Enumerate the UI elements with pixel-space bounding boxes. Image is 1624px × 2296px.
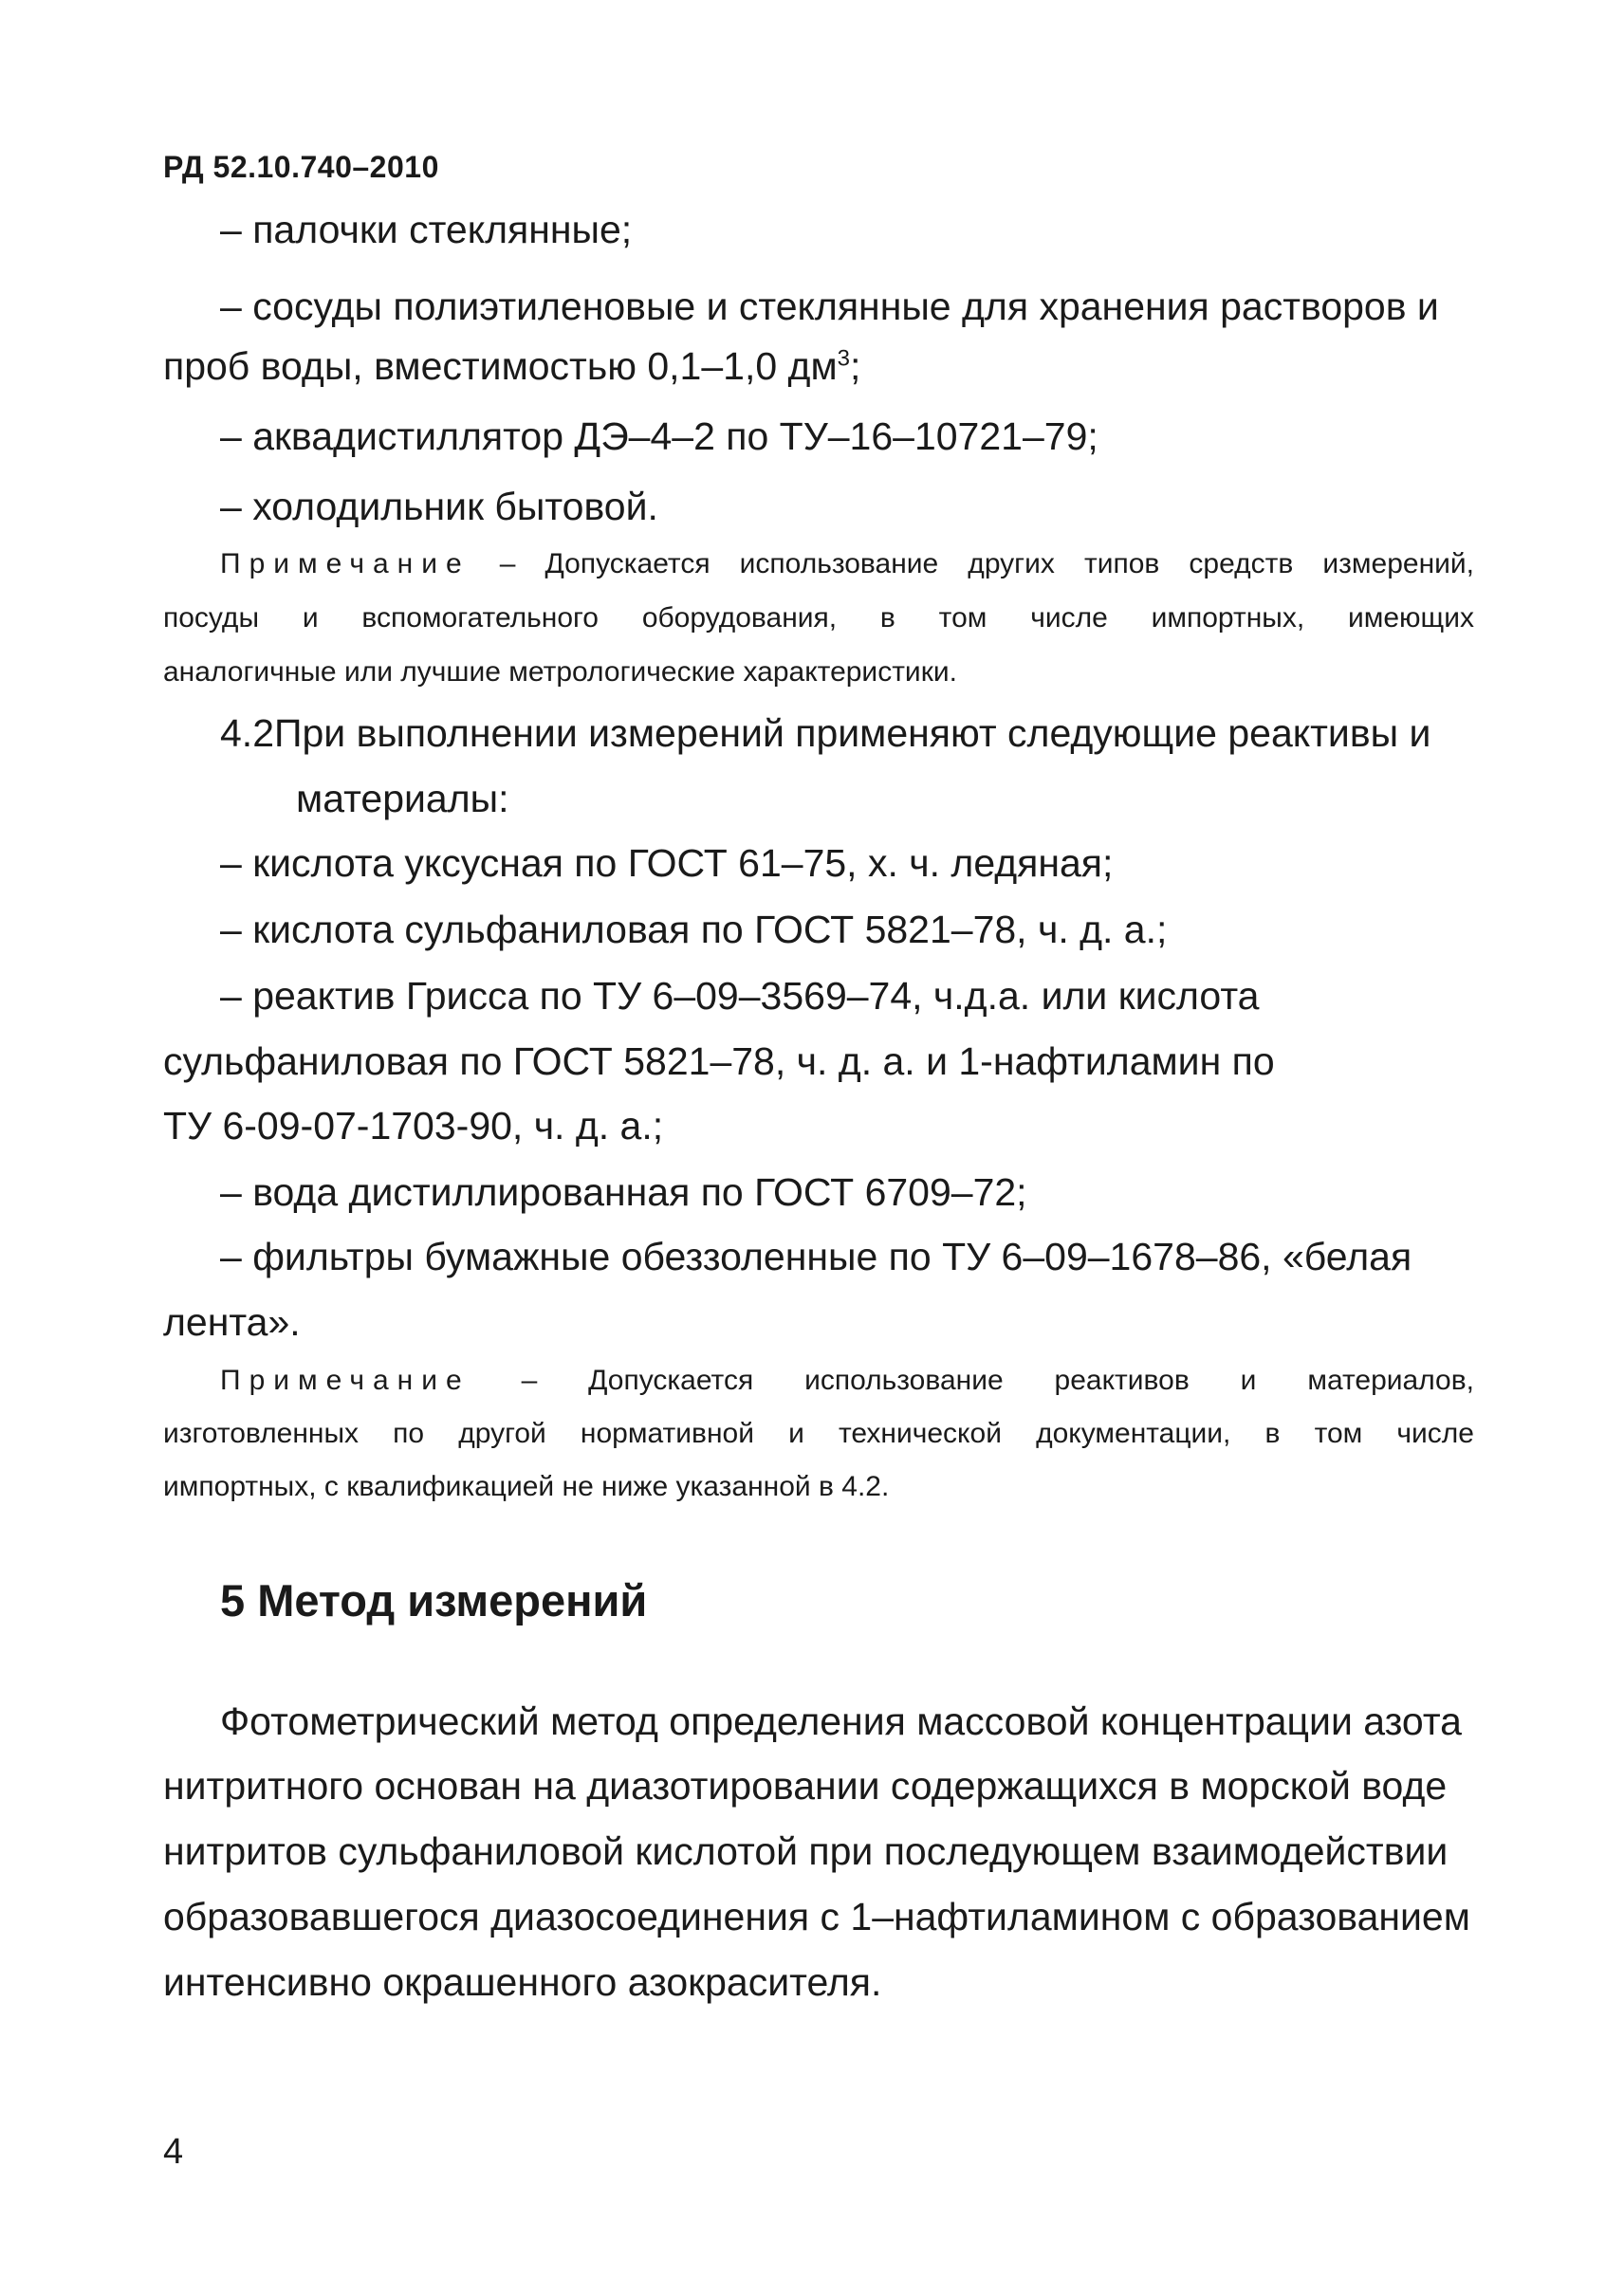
section-heading: 5 Метод измерений — [220, 1575, 648, 1626]
text: проб воды, вместимостью 0,1–1,0 дм — [163, 344, 838, 388]
list-item — [220, 287, 1474, 326]
note-line: импортных, с квалификацией не ниже указанной в 4.2. — [163, 1471, 890, 1502]
section-text: При выполнении измерений применяют следующие реактивы и — [274, 711, 1431, 755]
list-item-continuation — [163, 1039, 1474, 1083]
list-item-continuation: ТУ 6-09-07-1703-90, ч. д. а.; — [163, 1104, 664, 1148]
paragraph-line — [163, 1764, 1474, 1808]
list-item-text: – сосуды полиэтиленовые и стеклянные для хранения растворов и — [220, 285, 1439, 328]
paragraph-line — [163, 1829, 1474, 1873]
note-label: Примечание — [220, 548, 471, 579]
list-item: – аквадистиллятор ДЭ–4–2 по ТУ–16–10721–79; — [220, 414, 1098, 458]
note-label: Примечание — [220, 1365, 471, 1396]
note-line — [220, 1367, 1474, 1395]
paragraph-text: образовавшегося диазосоединения с 1–нафтиламином с образованием — [163, 1895, 1470, 1938]
list-item: – палочки стеклянные; — [220, 208, 633, 251]
list-item — [220, 974, 1474, 1018]
paragraph-line — [220, 1699, 1474, 1743]
list-item: – кислота сульфаниловая по ГОСТ 5821–78, ч. д. а.; — [220, 908, 1168, 951]
paragraph-text: нитритов сульфаниловой кислотой при последующем взаимодействии — [163, 1829, 1449, 1873]
paragraph-line: интенсивно окрашенного азокрасителя. — [163, 1960, 882, 2004]
list-item-continuation: лента». — [163, 1300, 301, 1344]
document-code: РД 52.10.740–2010 — [163, 150, 439, 184]
list-item — [220, 1235, 1474, 1278]
list-item: – холодильник бытовой. — [220, 485, 658, 528]
list-item-continuation — [163, 344, 861, 388]
note-line — [220, 550, 1474, 579]
section-number: 4.2 — [220, 711, 274, 755]
list-item-text: – реактив Грисса по ТУ 6–09–3569–74, ч.д.а. или кислота — [220, 974, 1260, 1018]
paragraph-text: Фотометрический метод определения массовой концентрации азота — [220, 1699, 1462, 1743]
text: ; — [850, 344, 861, 388]
paragraph-line — [163, 1895, 1474, 1938]
note-line: посуды и вспомогательного оборудования, в том числе импортных, имеющих — [163, 602, 1474, 634]
paragraph-text: нитритного основан на диазотировании содержащихся в морской воде — [163, 1764, 1448, 1808]
page-number: 4 — [163, 2132, 184, 2172]
note-line: аналогичные или лучшие метрологические характеристики. — [163, 656, 957, 688]
section-4-2-line — [220, 711, 1474, 755]
superscript: 3 — [837, 345, 850, 372]
note-text: – Допускается использование других типов средств измерений, — [499, 548, 1474, 579]
list-item: – вода дистиллированная по ГОСТ 6709–72; — [220, 1170, 1027, 1214]
list-item-text: – фильтры бумажные обеззоленные по ТУ 6–09–1678–86, «белая — [220, 1235, 1412, 1278]
list-item-text: сульфаниловая по ГОСТ 5821–78, ч. д. а. и 1-нафтиламин по — [163, 1039, 1275, 1083]
list-item: – кислота уксусная по ГОСТ 61–75, х. ч. ледяная; — [220, 841, 1114, 885]
section-4-2-line: материалы: — [296, 777, 509, 820]
note-line: изготовленных по другой нормативной и технической документации, в том числе — [163, 1418, 1474, 1449]
note-text: – Допускается использование реактивов и материалов, — [521, 1365, 1474, 1396]
